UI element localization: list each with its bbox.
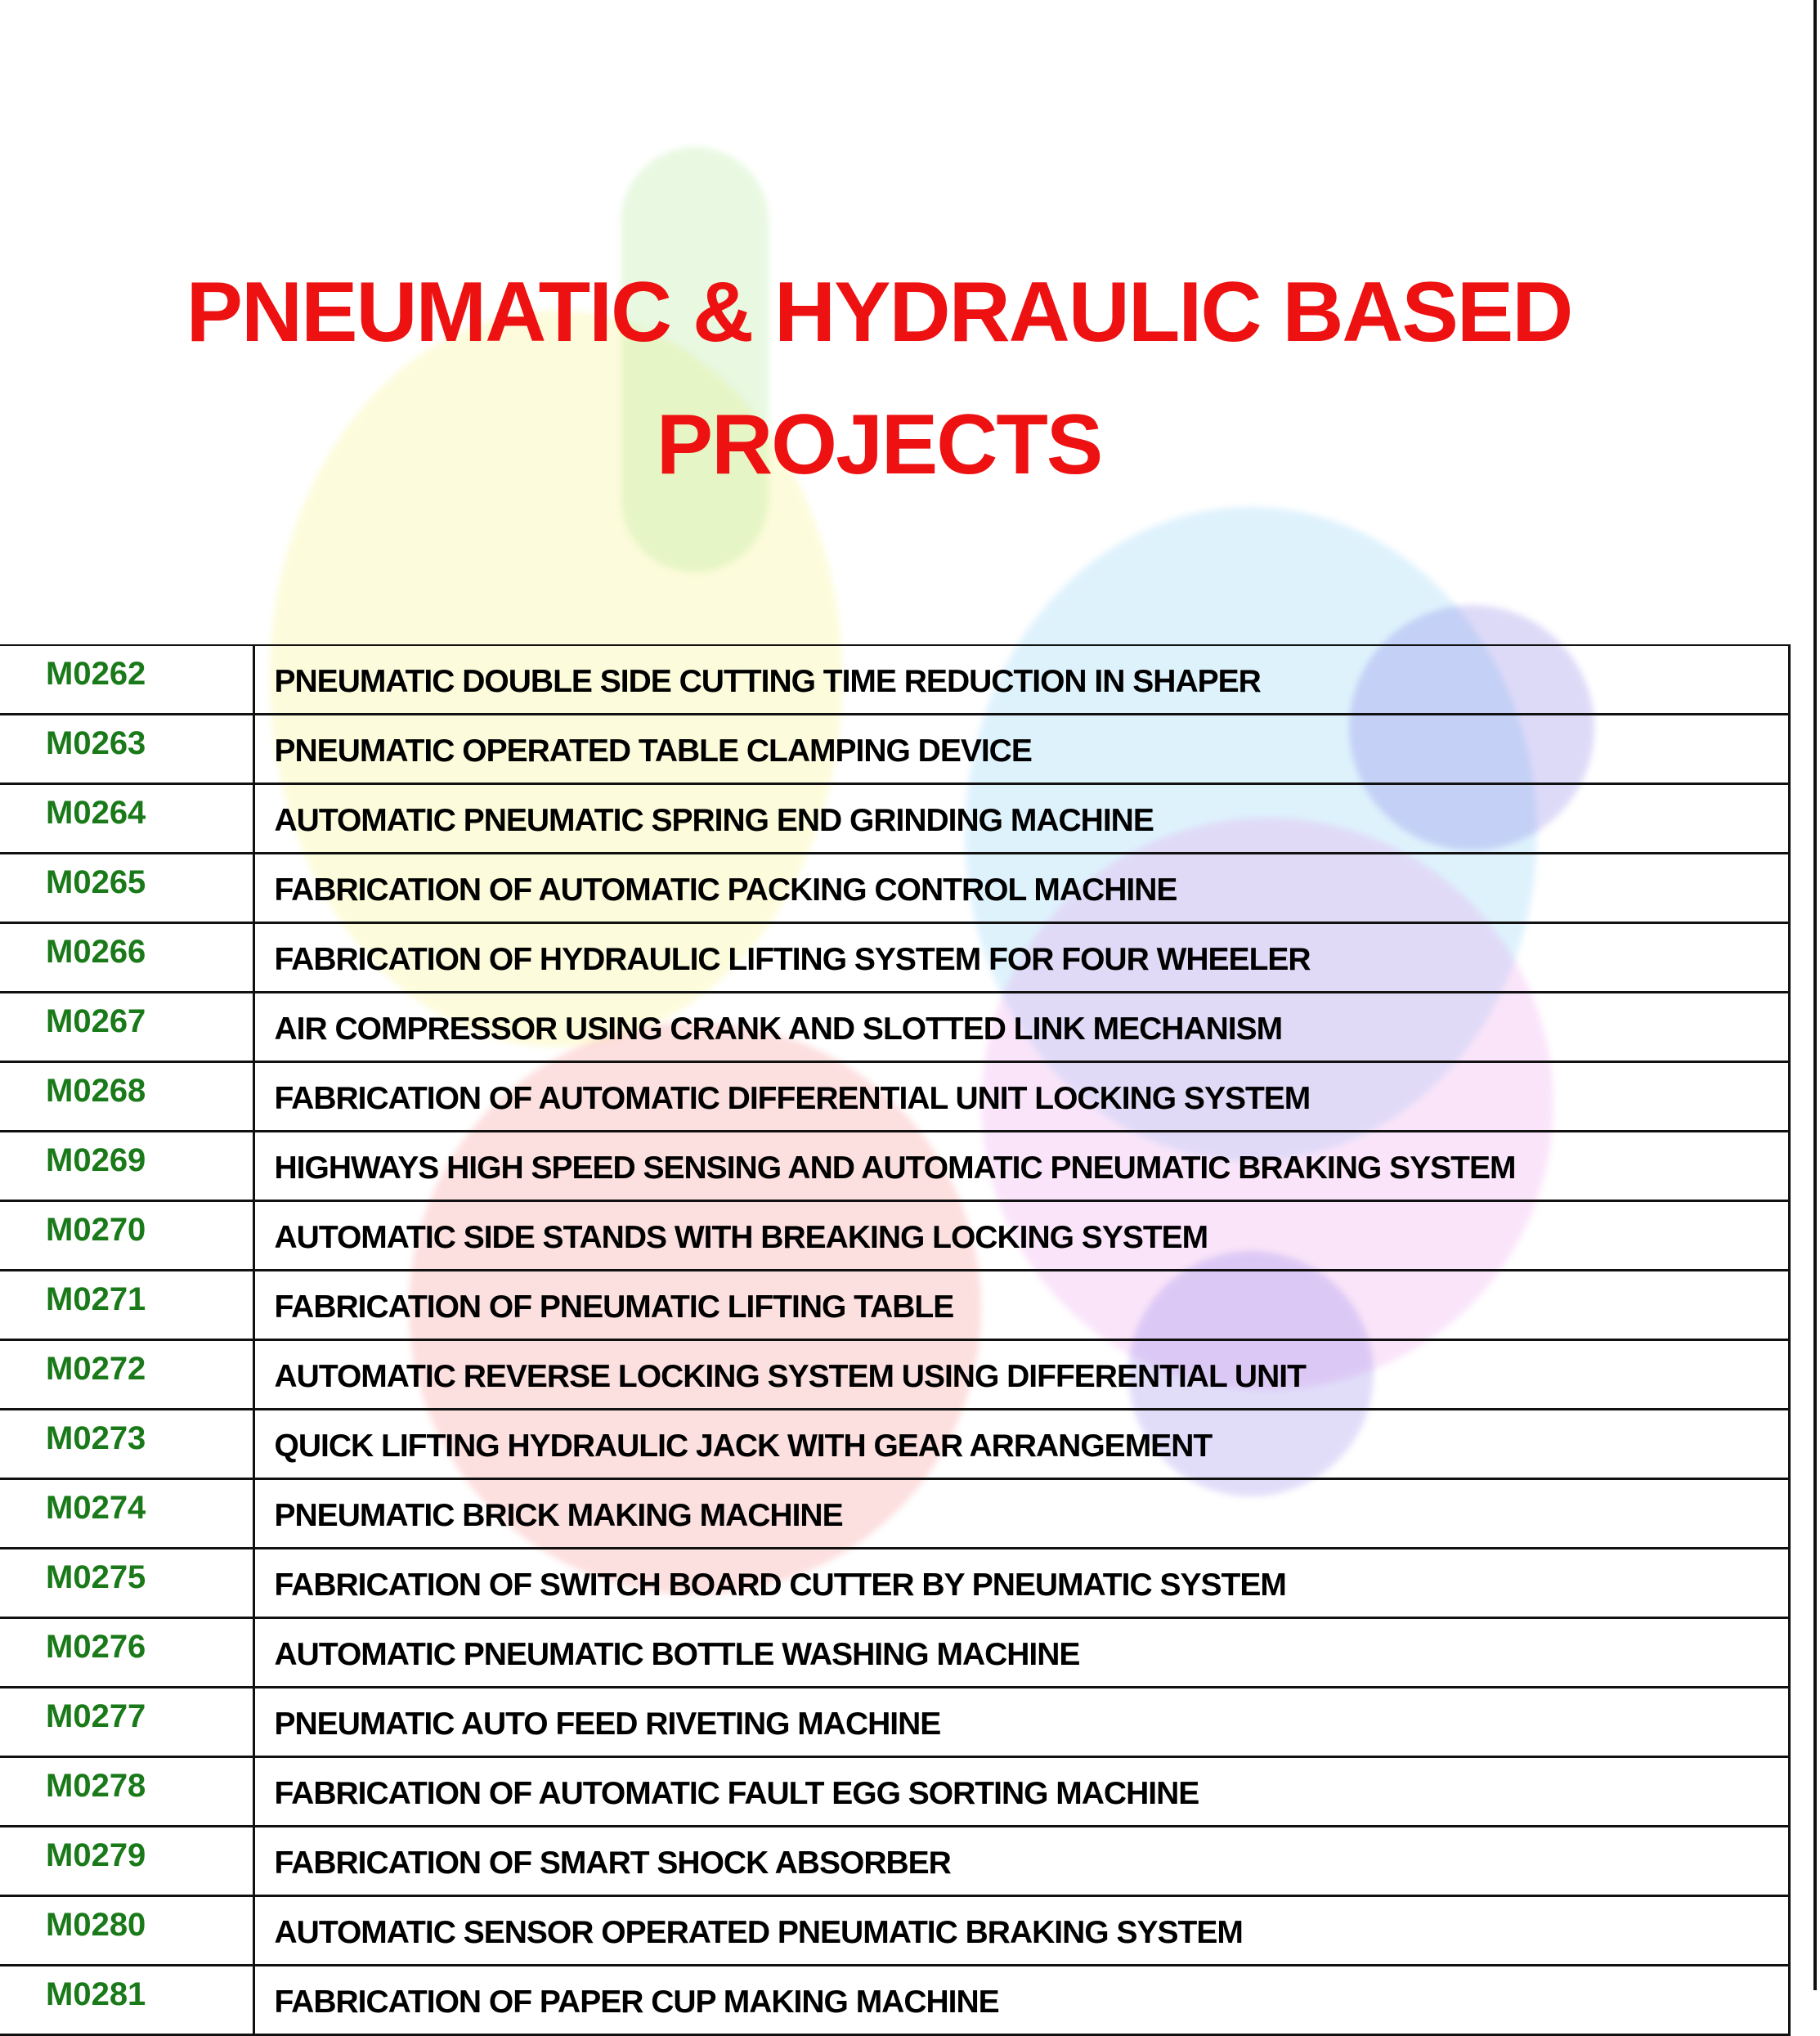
- table-row: [0, 1966, 1790, 2035]
- project-code: M0272: [0, 1340, 253, 1410]
- project-name: AUTOMATIC REVERSE LOCKING SYSTEM USING DIFFERENTIAL UNIT: [253, 1340, 1790, 1410]
- projects-table: [0, 644, 1791, 2036]
- project-code: M0278: [0, 1757, 253, 1827]
- project-name: AUTOMATIC SENSOR OPERATED PNEUMATIC BRAKING SYSTEM: [253, 1896, 1790, 1966]
- project-name: FABRICATION OF SMART SHOCK ABSORBER: [253, 1827, 1790, 1896]
- table-row: [0, 1340, 1790, 1410]
- project-code: M0269: [0, 1132, 253, 1201]
- table-row: [0, 1827, 1790, 1896]
- project-code: M0264: [0, 784, 253, 854]
- project-name: AUTOMATIC PNEUMATIC BOTTLE WASHING MACHINE: [253, 1618, 1790, 1688]
- project-name: FABRICATION OF AUTOMATIC PACKING CONTROL MACHINE: [253, 854, 1790, 923]
- table-row: [0, 1132, 1790, 1201]
- project-name: PNEUMATIC OPERATED TABLE CLAMPING DEVICE: [253, 715, 1790, 784]
- watermark-green-shape: [621, 147, 769, 572]
- table-row: [0, 993, 1790, 1062]
- project-code: M0281: [0, 1966, 253, 2035]
- project-code: M0273: [0, 1410, 253, 1479]
- project-name: FABRICATION OF SWITCH BOARD CUTTER BY PNEUMATIC SYSTEM: [253, 1549, 1790, 1618]
- page-title-line2: PROJECTS: [656, 397, 1102, 492]
- table-row: [0, 923, 1790, 993]
- table-row: [0, 1479, 1790, 1549]
- table-row: [0, 1410, 1790, 1479]
- project-code: M0271: [0, 1271, 253, 1340]
- table-row: [0, 1757, 1790, 1827]
- project-name: FABRICATION OF HYDRAULIC LIFTING SYSTEM FOR FOUR WHEELER: [253, 923, 1790, 993]
- project-code: M0274: [0, 1479, 253, 1549]
- table-row: [0, 715, 1790, 784]
- table-row: [0, 854, 1790, 923]
- page-edge-border: [1813, 0, 1817, 1990]
- project-name: PNEUMATIC DOUBLE SIDE CUTTING TIME REDUCTION IN SHAPER: [253, 645, 1790, 715]
- project-name: AUTOMATIC SIDE STANDS WITH BREAKING LOCKING SYSTEM: [253, 1201, 1790, 1271]
- page-title-line1: PNEUMATIC & HYDRAULIC BASED: [186, 265, 1572, 360]
- table-row: [0, 645, 1790, 715]
- project-name: QUICK LIFTING HYDRAULIC JACK WITH GEAR ARRANGEMENT: [253, 1410, 1790, 1479]
- table-row: [0, 1062, 1790, 1132]
- project-code: M0275: [0, 1549, 253, 1618]
- project-name: AIR COMPRESSOR USING CRANK AND SLOTTED LINK MECHANISM: [253, 993, 1790, 1062]
- project-name: HIGHWAYS HIGH SPEED SENSING AND AUTOMATIC PNEUMATIC BRAKING SYSTEM: [253, 1132, 1790, 1201]
- project-code: M0268: [0, 1062, 253, 1132]
- table-row: [0, 1688, 1790, 1757]
- table-row: [0, 784, 1790, 854]
- project-name: AUTOMATIC PNEUMATIC SPRING END GRINDING MACHINE: [253, 784, 1790, 854]
- project-code: M0276: [0, 1618, 253, 1688]
- project-code: M0267: [0, 993, 253, 1062]
- project-code: M0280: [0, 1896, 253, 1966]
- table-row: [0, 1271, 1790, 1340]
- project-name: FABRICATION OF AUTOMATIC DIFFERENTIAL UNIT LOCKING SYSTEM: [253, 1062, 1790, 1132]
- project-code: M0263: [0, 715, 253, 784]
- table-row: [0, 1201, 1790, 1271]
- table-row: [0, 1896, 1790, 1966]
- project-code: M0266: [0, 923, 253, 993]
- project-code: M0279: [0, 1827, 253, 1896]
- project-name: PNEUMATIC BRICK MAKING MACHINE: [253, 1479, 1790, 1549]
- project-code: M0277: [0, 1688, 253, 1757]
- table-row: [0, 1618, 1790, 1688]
- project-name: FABRICATION OF AUTOMATIC FAULT EGG SORTING MACHINE: [253, 1757, 1790, 1827]
- project-name: PNEUMATIC AUTO FEED RIVETING MACHINE: [253, 1688, 1790, 1757]
- project-code: M0265: [0, 854, 253, 923]
- project-code: M0262: [0, 645, 253, 715]
- project-code: M0270: [0, 1201, 253, 1271]
- table-row: [0, 1549, 1790, 1618]
- project-name: FABRICATION OF PNEUMATIC LIFTING TABLE: [253, 1271, 1790, 1340]
- project-name: FABRICATION OF PAPER CUP MAKING MACHINE: [253, 1966, 1790, 2035]
